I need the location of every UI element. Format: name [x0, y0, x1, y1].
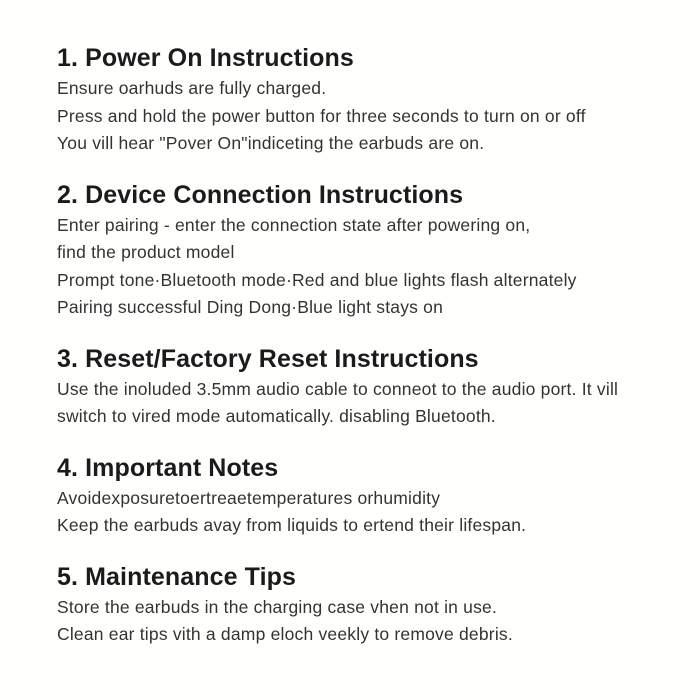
section-line: Ensure oarhuds are fully charged. — [57, 78, 327, 98]
section-line: Use the inoluded 3.5mm audio cable to conneot to the audio port. It vill — [57, 378, 619, 399]
section-heading: 4. Important Notes — [57, 453, 279, 482]
section-heading: 1. Power On Instructions — [57, 44, 354, 72]
section-important-notes — [57, 452, 670, 540]
section-line: Enter pairing - enter the connection state after powering on, — [57, 214, 531, 235]
section-line: Pairing successful Ding Dong·Blue light stays on — [57, 297, 444, 317]
section-heading: 5. Maintenance Tips — [57, 562, 297, 591]
section-line: Keep the earbuds avay from liquids to ertend their lifespan. — [57, 515, 527, 535]
section-line: Avoidexposuretoertreaetemperatures orhumidity — [57, 487, 441, 508]
section-line: Press and hold the power button for three seconds to turn on or off — [57, 105, 586, 126]
section-line: switch to vired mode automatically. disabling Bluetooth. — [57, 406, 496, 426]
section-maintenance-tips — [57, 561, 670, 649]
section-heading: 3. Reset/Factory Reset Instructions — [57, 344, 479, 373]
section-line: Prompt tone·Bluetooth mode·Red and blue lights flash alternately — [57, 269, 577, 290]
section-reset — [57, 343, 670, 431]
section-line: You vill hear "Pover On"indiceting the earbuds are on. — [57, 133, 485, 153]
section-line: Store the earbuds in the charging case vhen not in use. — [57, 596, 498, 617]
section-line: Clean ear tips vith a damp eloch veekly to remove debris. — [57, 624, 513, 644]
section-power-on — [57, 42, 670, 158]
section-device-connection — [57, 179, 670, 322]
section-heading: 2. Device Connection Instructions — [57, 180, 464, 209]
section-line: find the product model — [57, 242, 235, 262]
